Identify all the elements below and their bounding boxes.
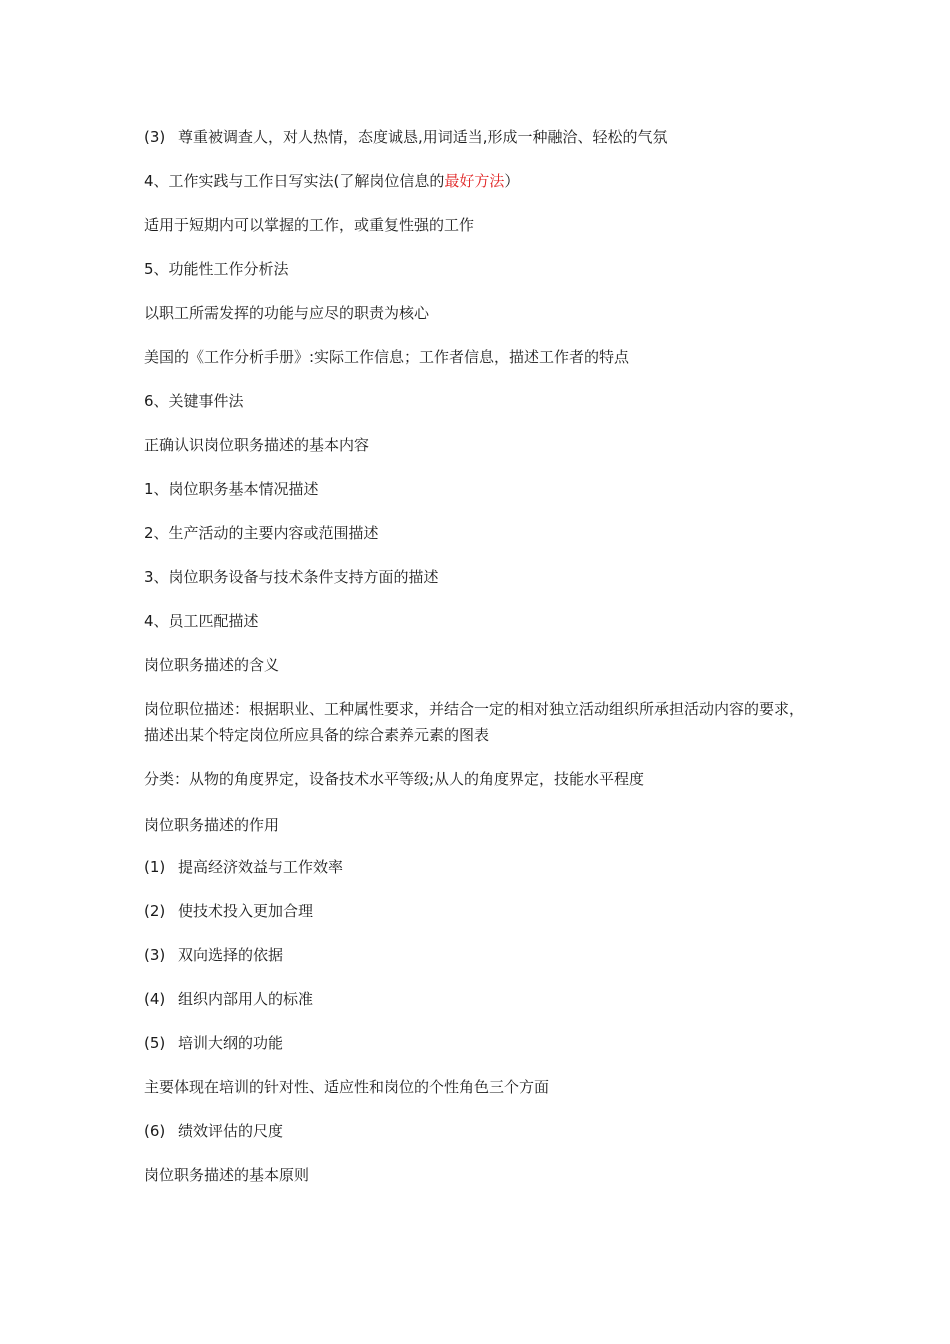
- item-number: (2): [144, 902, 166, 920]
- list-item: [144, 1118, 824, 1144]
- list-item: 3、岗位职务设备与技术条件支持方面的描述: [144, 568, 439, 586]
- item-number: (4): [144, 990, 166, 1008]
- paragraph-text: 双向选择的依据: [178, 946, 284, 964]
- section-heading: 5、功能性工作分析法: [144, 260, 289, 278]
- paragraph-text: 提高经济效益与工作效率: [178, 858, 344, 876]
- paragraph-text: 使技术投入更加合理: [178, 902, 314, 920]
- paragraph-text: 绩效评估的尺度: [178, 1122, 284, 1140]
- paragraph: 主要体现在培训的针对性、适应性和岗位的个性角色三个方面: [144, 1078, 550, 1096]
- item-number: (3): [144, 128, 166, 146]
- paragraph: 以职工所需发挥的功能与应尽的职责为核心: [144, 304, 430, 322]
- section-heading: 岗位职务描述的含义: [144, 656, 280, 674]
- list-item: [144, 1030, 824, 1056]
- section-heading: 正确认识岗位职务描述的基本内容: [144, 436, 370, 454]
- item-number: (6): [144, 1122, 166, 1140]
- list-item: 2、生产活动的主要内容或范围描述: [144, 524, 379, 542]
- list-item: 4、员工匹配描述: [144, 612, 259, 630]
- section-heading: [144, 168, 824, 194]
- paragraph-text: 组织内部用人的标准: [178, 990, 314, 1008]
- list-item: [144, 854, 824, 880]
- item-number: (1): [144, 858, 166, 876]
- item-number: (5): [144, 1034, 166, 1052]
- paragraph: 适用于短期内可以掌握的工作，或重复性强的工作: [144, 216, 475, 234]
- list-item: [144, 986, 824, 1012]
- section-heading: 岗位职务描述的作用: [144, 816, 280, 834]
- paragraph: 美国的《工作分析手册》:实际工作信息；工作者信息，描述工作者的特点: [144, 348, 630, 366]
- heading-text-end: ）: [504, 172, 520, 190]
- list-item: [144, 124, 824, 150]
- paragraph-text: 尊重被调查人，对人热情，态度诚恳,用词适当,形成一种融洽、轻松的气氛: [178, 128, 668, 146]
- highlighted-text: 最好方法: [444, 172, 505, 190]
- section-heading: 6、关键事件法: [144, 392, 244, 410]
- paragraph-text: 培训大纲的功能: [178, 1034, 284, 1052]
- list-item: [144, 942, 824, 968]
- paragraph: 岗位职位描述：根据职业、工种属性要求，并结合一定的相对独立活动组织所承担活动内容的要求，描述出某个特定岗位所应具备的综合素养元素的图表: [144, 700, 805, 744]
- list-item: [144, 898, 824, 924]
- heading-text: 4、工作实践与工作日写实法(了解岗位信息的: [144, 172, 445, 190]
- paragraph: 分类：从物的角度界定，设备技术水平等级;从人的角度界定，技能水平程度: [144, 770, 645, 788]
- list-item: 1、岗位职务基本情况描述: [144, 480, 319, 498]
- item-number: (3): [144, 946, 166, 964]
- section-heading: 岗位职务描述的基本原则: [144, 1166, 310, 1184]
